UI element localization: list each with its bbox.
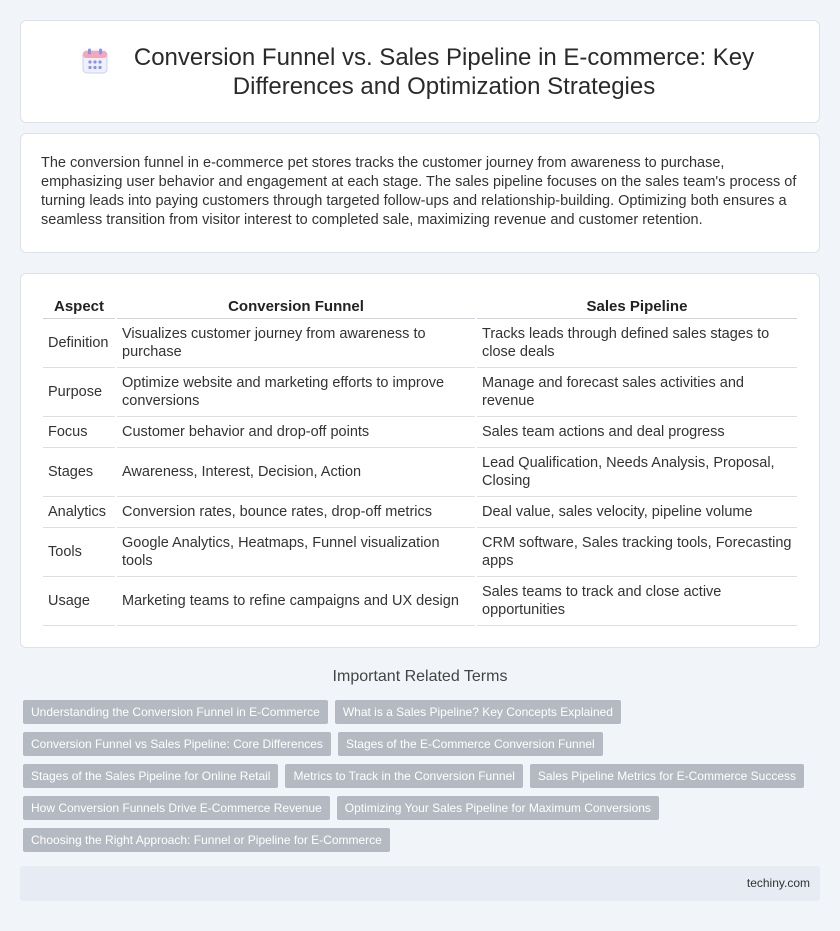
page-title: Conversion Funnel vs. Sales Pipeline in E-commerce: Key Differences and Optimization Strategies <box>133 43 755 100</box>
tag-row <box>23 828 823 852</box>
tag-row <box>23 732 823 756</box>
related-term-link[interactable]: Optimizing Your Sales Pipeline for Maximum Conversions <box>337 796 659 820</box>
cell-pipeline: Manage and forecast sales activities and revenue <box>476 368 797 417</box>
header-conversion-funnel: Conversion Funnel <box>116 294 476 319</box>
cell-pipeline: Deal value, sales velocity, pipeline volume <box>476 497 797 528</box>
related-term-link[interactable]: Understanding the Conversion Funnel in E-Commerce <box>23 700 328 724</box>
intro-paragraph: The conversion funnel in e-commerce pet stores tracks the customer journey from awareness to purchase, emphasizing user behavior and engagement at each stage. The sales pipeline focuses on the sales team's process of turning leads into paying customers through targeted follow-ups and relationship-building. Optimizing both ensures a seamless transition from visitor interest to completed sale, maximizing revenue and customer retention. <box>41 155 797 228</box>
cell-funnel: Conversion rates, bounce rates, drop-off metrics <box>116 497 476 528</box>
cell-pipeline: Sales teams to track and close active opportunities <box>476 577 797 626</box>
cell-funnel: Google Analytics, Heatmaps, Funnel visualization tools <box>116 528 476 577</box>
cell-aspect: Definition <box>43 319 116 368</box>
title-card <box>20 20 820 123</box>
cell-pipeline: Sales team actions and deal progress <box>476 417 797 448</box>
table-row <box>43 497 797 528</box>
table-row <box>43 417 797 448</box>
table-row <box>43 448 797 497</box>
cell-aspect: Analytics <box>43 497 116 528</box>
cell-aspect: Usage <box>43 577 116 626</box>
cell-funnel: Customer behavior and drop-off points <box>116 417 476 448</box>
tag-row <box>23 764 823 788</box>
header-aspect: Aspect <box>43 294 116 319</box>
calendar-icon <box>81 47 109 75</box>
cell-funnel: Optimize website and marketing efforts to improve conversions <box>116 368 476 417</box>
comparison-table <box>43 294 797 626</box>
cell-aspect: Stages <box>43 448 116 497</box>
comparison-table-card <box>20 273 820 648</box>
related-term-link[interactable]: How Conversion Funnels Drive E-Commerce Revenue <box>23 796 330 820</box>
related-term-link[interactable]: Conversion Funnel vs Sales Pipeline: Core Differences <box>23 732 331 756</box>
table-header-row <box>43 294 797 319</box>
table-row <box>43 368 797 417</box>
cell-funnel: Visualizes customer journey from awareness to purchase <box>116 319 476 368</box>
header-sales-pipeline: Sales Pipeline <box>476 294 797 319</box>
cell-aspect: Purpose <box>43 368 116 417</box>
title-wrap <box>70 43 770 101</box>
related-term-link[interactable]: What is a Sales Pipeline? Key Concepts Explained <box>335 700 621 724</box>
cell-aspect: Focus <box>43 417 116 448</box>
footer <box>20 866 820 901</box>
cell-aspect: Tools <box>43 528 116 577</box>
tag-row <box>23 796 823 820</box>
related-term-link[interactable]: Sales Pipeline Metrics for E-Commerce Success <box>530 764 804 788</box>
cell-pipeline: CRM software, Sales tracking tools, Forecasting apps <box>476 528 797 577</box>
intro-card <box>20 133 820 253</box>
cell-pipeline: Lead Qualification, Needs Analysis, Proposal, Closing <box>476 448 797 497</box>
cell-funnel: Awareness, Interest, Decision, Action <box>116 448 476 497</box>
table-row <box>43 319 797 368</box>
related-term-link[interactable]: Stages of the E-Commerce Conversion Funnel <box>338 732 603 756</box>
footer-site-name[interactable]: techiny.com <box>746 876 810 890</box>
cell-pipeline: Tracks leads through defined sales stages to close deals <box>476 319 797 368</box>
related-term-link[interactable]: Stages of the Sales Pipeline for Online Retail <box>23 764 278 788</box>
related-terms-heading: Important Related Terms <box>332 668 508 685</box>
related-term-link[interactable]: Metrics to Track in the Conversion Funnel <box>285 764 522 788</box>
cell-funnel: Marketing teams to refine campaigns and UX design <box>116 577 476 626</box>
tag-row <box>23 700 823 724</box>
table-row <box>43 577 797 626</box>
related-terms-list <box>23 700 823 860</box>
related-term-link[interactable]: Choosing the Right Approach: Funnel or Pipeline for E-Commerce <box>23 828 390 852</box>
table-row <box>43 528 797 577</box>
